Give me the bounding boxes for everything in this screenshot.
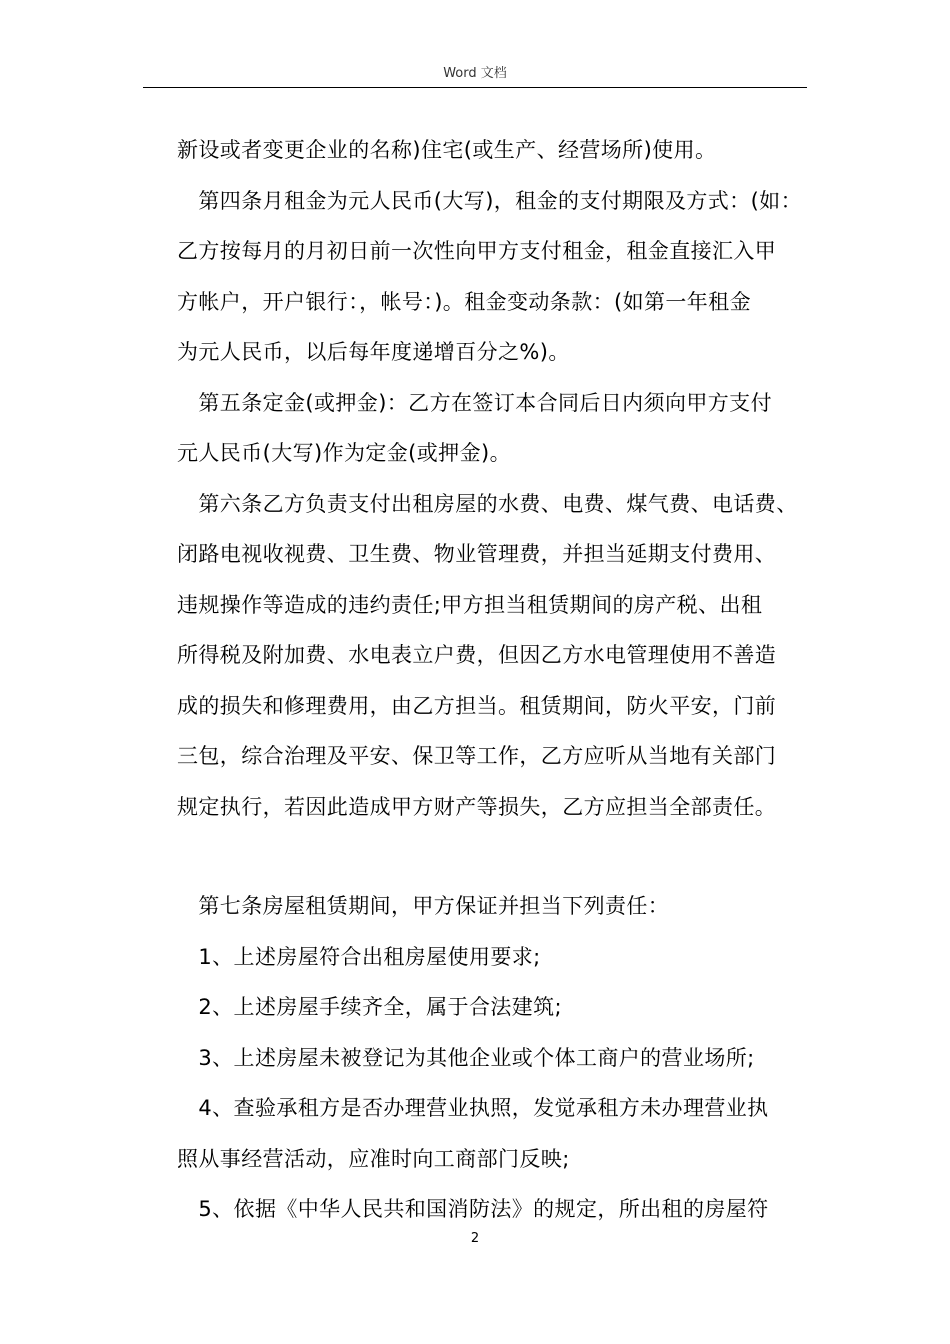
text-line: 4、查验承租方是否办理营业执照，发觉承租方未办理营业执	[177, 1096, 769, 1120]
text-line: 第五条定金(或押金)：乙方在签订本合同后日内须向甲方支付	[177, 390, 772, 415]
text-line: 违规操作等造成的违约责任;甲方担当租赁期间的房产税、出租	[177, 592, 763, 617]
text-line: 新设或者变更企业的名称)住宅(或生产、经营场所)使用。	[177, 138, 717, 162]
text-line: 闭路电视收视费、卫生费、物业管理费，并担当延期支付费用、	[177, 542, 777, 566]
text-line: 方帐户，开户银行：，帐号：)。租金变动条款：(如第一年租金	[177, 289, 751, 314]
text-line: 5、依据《中华人民共和国消防法》的规定，所出租的房屋符	[177, 1197, 769, 1221]
document-body	[177, 132, 817, 1242]
text-line: 照从事经营活动，应准时向工商部门反映;	[177, 1146, 570, 1171]
header-divider	[143, 87, 807, 88]
text-line: 三包，综合治理及平安、保卫等工作，乙方应听从当地有关部门	[177, 744, 777, 768]
text-line: 为元人民币，以后每年度递增百分之%)。	[177, 340, 570, 364]
text-line: 所得税及附加费、水电表立户费，但因乙方水电管理使用不善造	[177, 643, 777, 667]
text-line: 第六条乙方负责支付出租房屋的水费、电费、煤气费、电话费、	[177, 491, 798, 516]
text-line: 第七条房屋租赁期间，甲方保证并担当下列责任：	[177, 894, 670, 918]
text-line: 元人民币(大写)作为定金(或押金)。	[177, 441, 511, 465]
text-line: 2、上述房屋手续齐全，属于合法建筑;	[177, 995, 563, 1019]
text-line: 规定执行，若因此造成甲方财产等损失，乙方应担当全部责任。	[177, 794, 777, 819]
text-line: 乙方按每月的月初日前一次性向甲方支付租金，租金直接汇入甲	[177, 239, 777, 263]
paragraph-gap	[177, 839, 817, 888]
text-line: 成的损失和修理费用，由乙方担当。租赁期间，防火平安，门前	[177, 693, 777, 718]
text-line: 第四条月租金为元人民币(大写)，租金的支付期限及方式：(如：	[177, 188, 802, 213]
text-line: 1、上述房屋符合出租房屋使用要求;	[177, 944, 541, 969]
page-number: 2	[470, 1231, 480, 1246]
header-title: Word 文档	[443, 66, 507, 81]
text-line: 3、上述房屋未被登记为其他企业或个体工商户的营业场所;	[177, 1045, 755, 1070]
